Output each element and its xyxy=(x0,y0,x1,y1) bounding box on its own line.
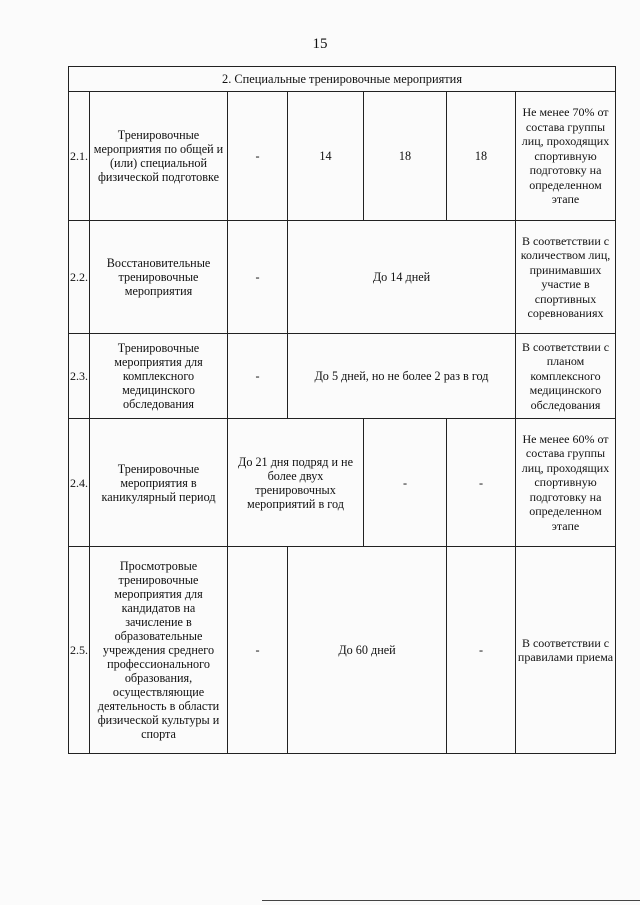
event-name: Тренировочные мероприятия в каникулярный период xyxy=(90,419,228,547)
cell-value: 14 xyxy=(288,92,364,221)
cell-value: - xyxy=(447,547,516,754)
section-title: 2. Специальные тренировочные мероприятия xyxy=(69,67,616,92)
cell-value: - xyxy=(228,221,288,334)
page-bottom-rule xyxy=(262,900,640,901)
section-header-row xyxy=(69,67,616,92)
merged-duration: До 14 дней xyxy=(288,221,516,334)
cell-value: 18 xyxy=(364,92,447,221)
cell-value: - xyxy=(228,92,288,221)
event-name: Тренировочные мероприятия для комплексного медицинского обследования xyxy=(90,334,228,419)
table-row xyxy=(69,334,616,419)
cell-value: 18 xyxy=(447,92,516,221)
event-name: Просмотровые тренировочные мероприятия для кандидатов на зачисление в образовательные учреждения среднего профессионального образования, осуществляющие деятельность в области физической культуры и спорта xyxy=(90,547,228,754)
training-events-table xyxy=(68,66,616,754)
participants-note: В соответствии с планом комплексного медицинского обследования xyxy=(516,334,616,419)
participants-note: Не менее 60% от состава группы лиц, проходящих спортивную подготовку на определенном этапе xyxy=(516,419,616,547)
participants-note: В соответствии с количеством лиц, принимавших участие в спортивных соревнованиях xyxy=(516,221,616,334)
event-name: Восстановительные тренировочные мероприятия xyxy=(90,221,228,334)
cell-value: - xyxy=(228,334,288,419)
event-name: Тренировочные мероприятия по общей и (или) специальной физической подготовке xyxy=(90,92,228,221)
table-row xyxy=(69,419,616,547)
merged-duration: До 5 дней, но не более 2 раз в год xyxy=(288,334,516,419)
table-row xyxy=(69,92,616,221)
table-row xyxy=(69,547,616,754)
page-number: 15 xyxy=(312,36,328,52)
cell-value: - xyxy=(364,419,447,547)
merged-duration: До 21 дня подряд и не более двух тренировочных мероприятий в год xyxy=(228,419,364,547)
table-row xyxy=(69,221,616,334)
participants-note: Не менее 70% от состава группы лиц, проходящих спортивную подготовку на определенном этапе xyxy=(516,92,616,221)
row-number: 2.5. xyxy=(69,547,90,754)
cell-value: - xyxy=(228,547,288,754)
merged-duration: До 60 дней xyxy=(288,547,447,754)
row-number: 2.1. xyxy=(69,92,90,221)
participants-note: В соответствии с правилами приема xyxy=(516,547,616,754)
cell-value: - xyxy=(447,419,516,547)
row-number: 2.4. xyxy=(69,419,90,547)
row-number: 2.2. xyxy=(69,221,90,334)
row-number: 2.3. xyxy=(69,334,90,419)
